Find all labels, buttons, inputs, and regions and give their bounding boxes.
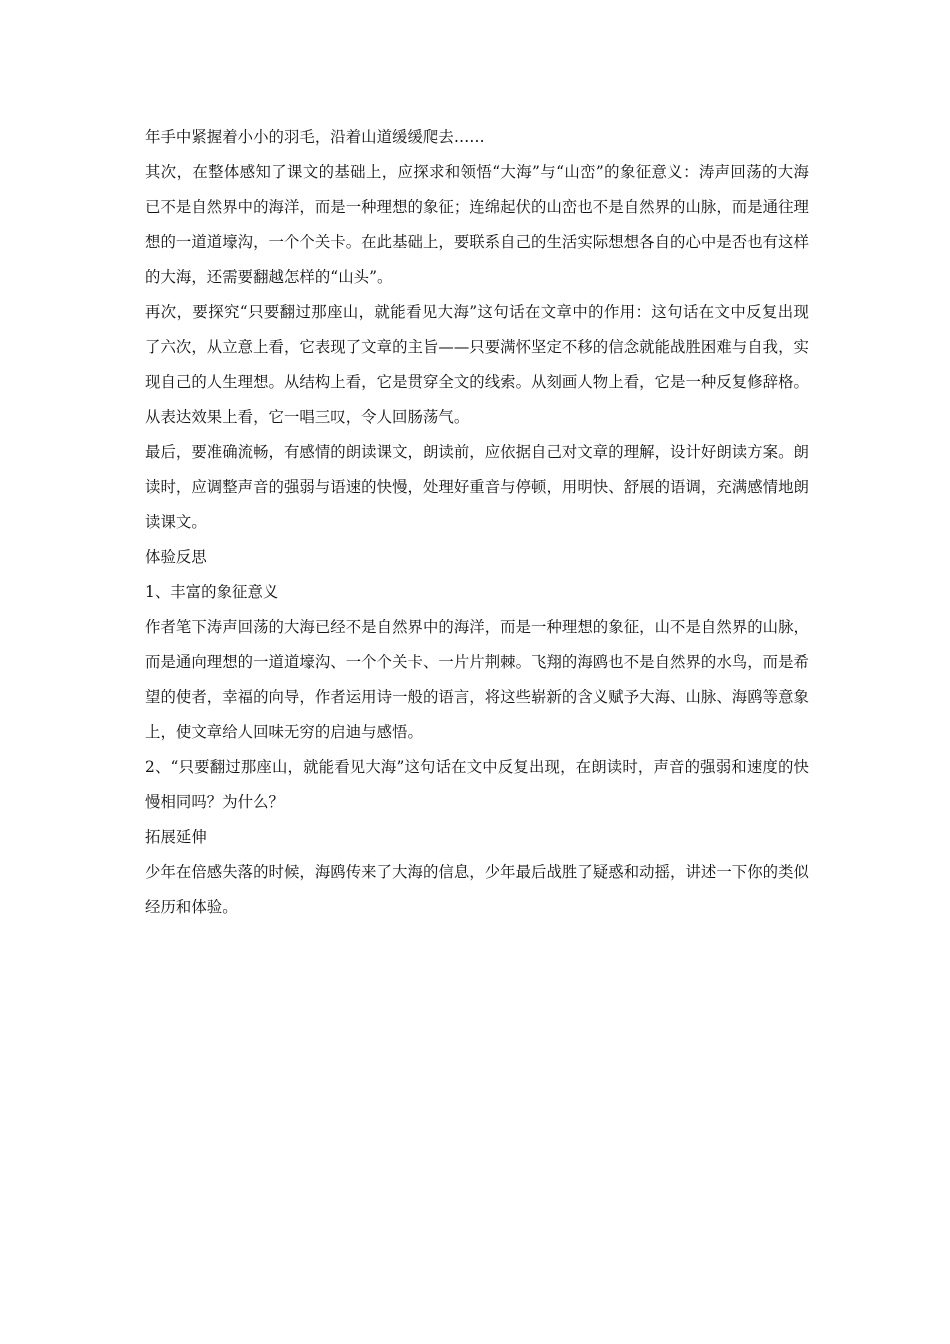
paragraph-symbolism: 其次，在整体感知了课文的基础上，应探求和领悟“大海”与“山峦”的象征意义：涛声回荡的大海已不是自然界中的海洋，而是一种理想的象征；连绵起伏的山峦也不是自然界的山脉，而是通往理想的一道道壕沟，一个个关卡。在此基础上，要联系自己的生活实际想想各自的心中是否也有这样的大海，还需要翻越怎样的“山头”。	[145, 163, 809, 286]
paragraph-key-sentence: 再次，要探究“只要翻过那座山，就能看见大海”这句话在文章中的作用：这句话在文中反复出现了六次，从立意上看，它表现了文章的主旨——只要满怀坚定不移的信念就能战胜困难与自我，实现自己的人生理想。从结构上看，它是贯穿全文的线索。从刻画人物上看，它是一种反复修辞格。从表达效果上看，它一唱三叹，令人回肠荡气。	[145, 303, 809, 426]
paragraph-reading-aloud: 最后，要准确流畅，有感情的朗读课文，朗读前，应依据自己对文章的理解，设计好朗读方案。朗读时，应调整声音的强弱与语速的快慢，处理好重音与停顿，用明快、舒展的语调，充满感情地朗读课文。	[145, 443, 809, 531]
paragraph-question: 2、“只要翻过那座山，就能看见大海”这句话在文中反复出现，在朗读时，声音的强弱和速度的快慢相同吗？为什么？	[145, 758, 809, 811]
subheading-symbolic-meaning: 1、丰富的象征意义	[145, 583, 279, 601]
paragraph-extension: 少年在倍感失落的时候，海鸥传来了大海的信息，少年最后战胜了疑惑和动摇，讲述一下你的类似经历和体验。	[145, 863, 809, 916]
paragraph-symbolic-meaning: 作者笔下涛声回荡的大海已经不是自然界中的海洋，而是一种理想的象征，山不是自然界的山脉，而是通向理想的一道道壕沟、一个个关卡、一片片荆棘。飞翔的海鸥也不是自然界的水鸟，而是希望的使者，幸福的向导，作者运用诗一般的语言，将这些崭新的含义赋予大海、山脉、海鸥等意象上，使文章给人回味无穷的启迪与感悟。	[145, 618, 809, 741]
paragraph-continuation: 年手中紧握着小小的羽毛，沿着山道缓缓爬去……	[145, 128, 485, 146]
document-body	[145, 120, 809, 925]
section-heading-reflection: 体验反思	[145, 548, 207, 566]
section-heading-extension: 拓展延伸	[145, 828, 207, 846]
